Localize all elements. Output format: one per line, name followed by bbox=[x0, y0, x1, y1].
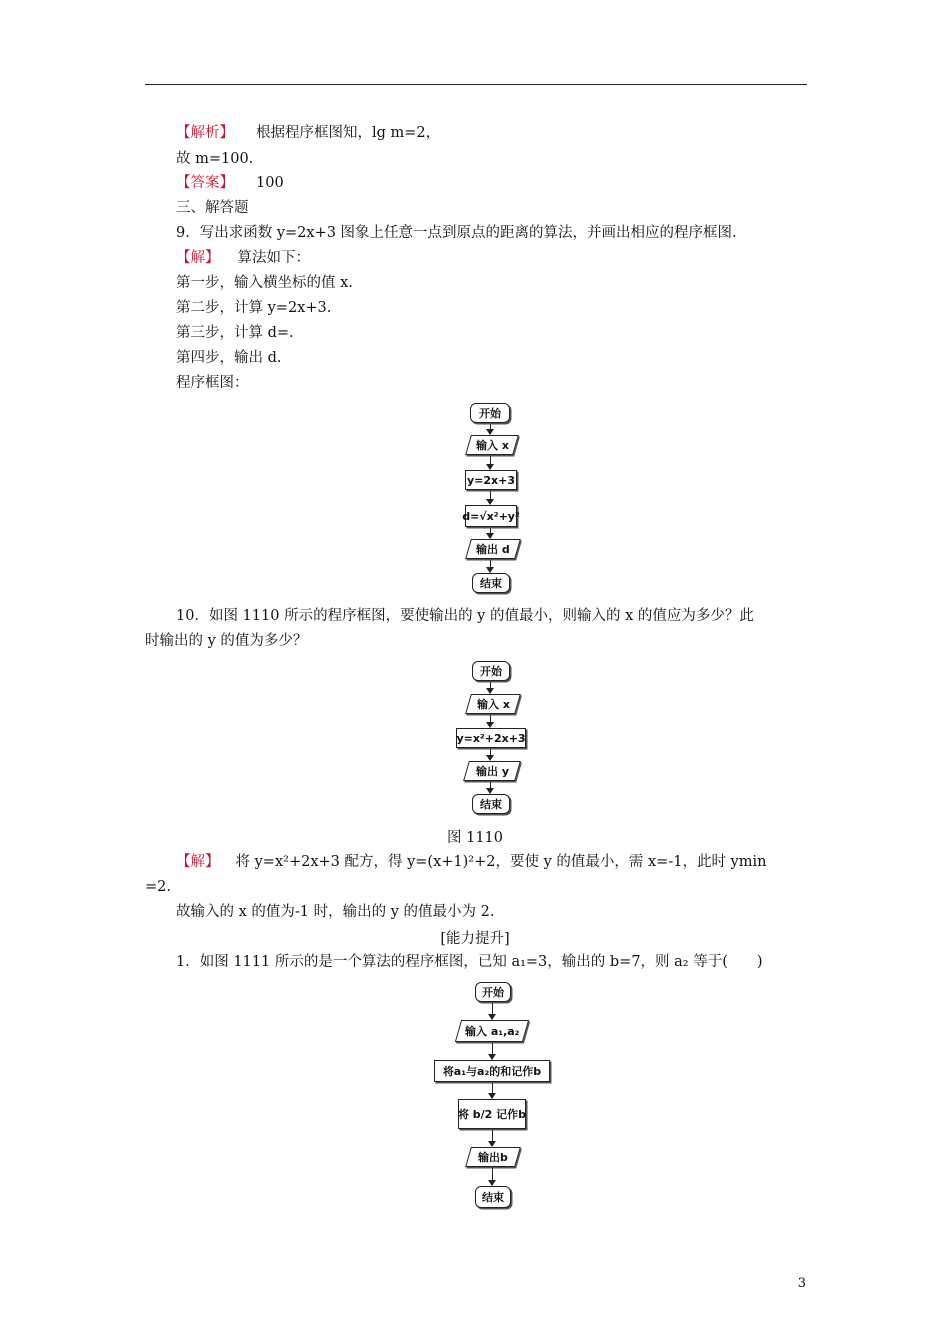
fc2-output: 输出 y bbox=[463, 761, 521, 781]
solution-10-text: 将 y=x²+2x+3 配方，得 y=(x+1)²+2，要使 y 的值最小，需 x=-1，此时 ymin bbox=[235, 854, 767, 870]
answer-line bbox=[176, 173, 284, 193]
fc3-arrow bbox=[492, 1003, 493, 1019]
figure-caption: 图 1110 bbox=[446, 830, 503, 846]
solution-text: 算法如下： bbox=[237, 250, 310, 266]
step-4: 第四步，输出 d. bbox=[176, 350, 282, 366]
fc3-end: 结束 bbox=[475, 1186, 511, 1208]
fc1-arrow bbox=[490, 560, 491, 572]
fc3-arrow bbox=[492, 1130, 493, 1146]
fc1-process-d: d=√x²+y² bbox=[465, 505, 517, 527]
fc3-arrow bbox=[492, 1168, 493, 1185]
fc1-arrow bbox=[490, 491, 491, 504]
fc3-start: 开始 bbox=[475, 982, 511, 1002]
step-1: 第一步，输入横坐标的值 x. bbox=[176, 275, 353, 291]
fc2-input: 输入 x bbox=[465, 694, 521, 714]
step-2: 第二步，计算 y=2x+3. bbox=[176, 300, 332, 316]
solution-10-cont: =2. bbox=[145, 879, 171, 895]
step-3: 第三步，计算 d=. bbox=[176, 325, 294, 341]
section-heading: 三、解答题 bbox=[176, 200, 249, 216]
ability-heading: [能力提升] bbox=[440, 931, 510, 947]
fc2-arrow bbox=[490, 782, 491, 793]
question-10-line2: 时输出的 y 的值为多少？ bbox=[145, 633, 308, 649]
fc2-arrow bbox=[490, 749, 491, 760]
solution-tag: 【解】 bbox=[176, 250, 220, 266]
answer-text: 100 bbox=[256, 175, 284, 191]
conclusion-10: 故输入的 x 的值为-1 时，输出的 y 的值最小为 2. bbox=[176, 904, 495, 920]
fc3-process-half: 将 b/2 记作b bbox=[458, 1099, 526, 1129]
fc3-process-sum: 将a₁与a₂的和记作b bbox=[434, 1060, 550, 1082]
fc3-output: 输出b bbox=[465, 1147, 521, 1167]
fc2-process: y=x²+2x+3 bbox=[456, 728, 526, 748]
fc1-process-y: y=2x+3 bbox=[465, 470, 517, 490]
fc1-arrow bbox=[490, 424, 491, 434]
fc1-output: 输出 d bbox=[465, 539, 521, 559]
answer-tag: 【答案】 bbox=[176, 175, 234, 191]
fc3-arrow bbox=[492, 1043, 493, 1059]
line-m: 故 m=100. bbox=[176, 151, 254, 167]
solution-line bbox=[176, 248, 310, 268]
analysis-tag: 【解析】 bbox=[176, 125, 234, 141]
fc1-arrow bbox=[490, 528, 491, 538]
fc2-end: 结束 bbox=[472, 794, 510, 814]
fc2-start: 开始 bbox=[472, 661, 510, 681]
fc2-arrow bbox=[490, 715, 491, 727]
question-1: 1．如图 1111 所示的是一个算法的程序框图，已知 a₁=3，输出的 b=7，则 a₂ 等于( ) bbox=[176, 954, 763, 970]
fc3-input: 输入 a₁,a₂ bbox=[455, 1020, 529, 1042]
analysis-text: 根据程序框图知，lg m=2， bbox=[256, 125, 441, 141]
fc3-arrow bbox=[492, 1083, 493, 1098]
solution-10-tag: 【解】 bbox=[176, 854, 220, 870]
fc1-arrow bbox=[490, 456, 491, 469]
fc1-end: 结束 bbox=[472, 573, 510, 593]
fc2-arrow bbox=[490, 682, 491, 693]
solution-10-line bbox=[176, 852, 766, 872]
header-rule bbox=[145, 84, 807, 85]
fc1-start: 开始 bbox=[470, 403, 510, 423]
fc1-input: 输入 x bbox=[465, 435, 519, 455]
page-number: 3 bbox=[797, 1276, 806, 1291]
analysis-line bbox=[176, 123, 440, 143]
flowchart-label: 程序框图： bbox=[176, 375, 249, 391]
question-9: 9．写出求函数 y=2x+3 图象上任意一点到原点的距离的算法，并画出相应的程序框图. bbox=[176, 225, 737, 241]
question-10-line1: 10．如图 1110 所示的程序框图，要使输出的 y 的值最小，则输入的 x 的值应为多少？此 bbox=[176, 608, 754, 624]
